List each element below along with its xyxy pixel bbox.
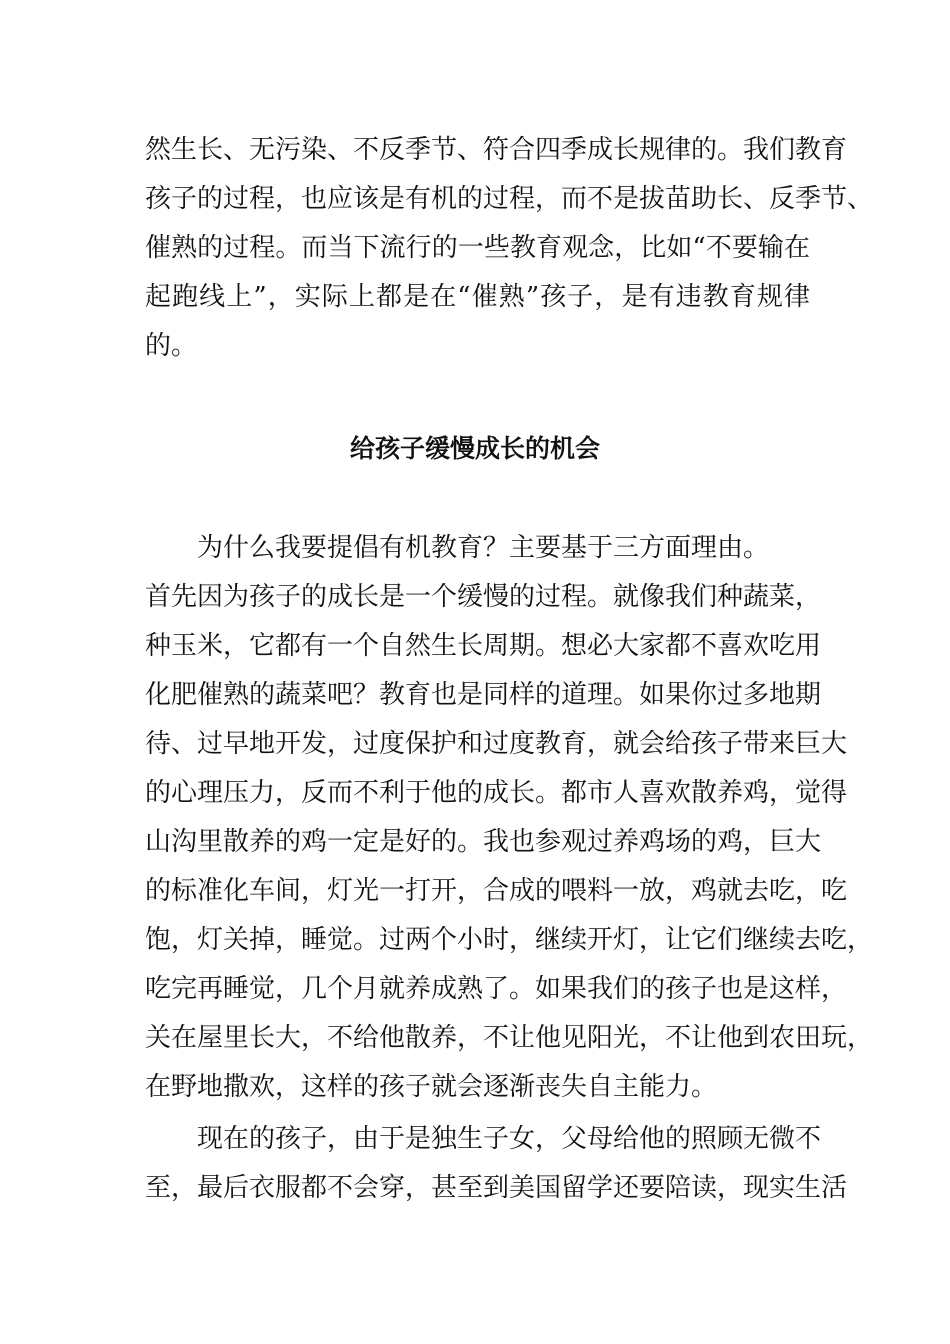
text-line: 起跑线上”，实际上都是在“催熟”孩子，是有违教育规律 [145,282,810,312]
text-line: 首先因为孩子的成长是一个缓慢的过程。就像我们种蔬菜， [145,582,822,612]
text-line: 饱，灯关掉，睡觉。过两个小时，继续开灯，让它们继续去吃， [145,925,874,955]
text-line: 吃完再睡觉，几个月就养成熟了。如果我们的孩子也是这样， [145,974,848,1004]
text-line: 至，最后衣服都不会穿，甚至到美国留学还要陪读，现实生活 [145,1173,848,1203]
text-line: 待、过早地开发，过度保护和过度教育，就会给孩子带来巨大 [145,729,848,759]
text-line: 化肥催熟的蔬菜吧？教育也是同样的道理。如果你过多地期 [145,680,822,710]
text-line: 催熟的过程。而当下流行的一些教育观念，比如“不要输在 [145,233,810,263]
final-paragraph [145,1115,848,1213]
text-line: 现在的孩子，由于是独生子女，父母给他的照顾无微不 [197,1124,822,1154]
section-heading: 给孩子缓慢成长的机会 [349,434,600,463]
text-line: 为什么我要提倡有机教育？主要基于三方面理由。 [197,533,770,563]
text-line: 然生长、无污染、不反季节、符合四季成长规律的。我们教育 [145,135,848,165]
body-paragraphs [145,524,874,1112]
intro-paragraph [145,126,874,371]
text-line: 种玉米，它都有一个自然生长周期。想必大家都不喜欢吃用 [145,631,822,661]
text-line: 关在屋里长大，不给他散养，不让他见阳光，不让他到农田玩， [145,1023,874,1053]
text-line: 的心理压力，反而不利于他的成长。都市人喜欢散养鸡，觉得 [145,778,848,808]
text-line: 山沟里散养的鸡一定是好的。我也参观过养鸡场的鸡，巨大 [145,827,822,857]
text-line: 的。 [145,331,198,361]
text-line: 在野地撒欢，这样的孩子就会逐渐丧失自主能力。 [145,1072,718,1102]
text-line: 的标准化车间，灯光一打开，合成的喂料一放，鸡就去吃，吃 [145,876,848,906]
text-line: 孩子的过程，也应该是有机的过程，而不是拔苗助长、反季节、 [145,184,874,214]
